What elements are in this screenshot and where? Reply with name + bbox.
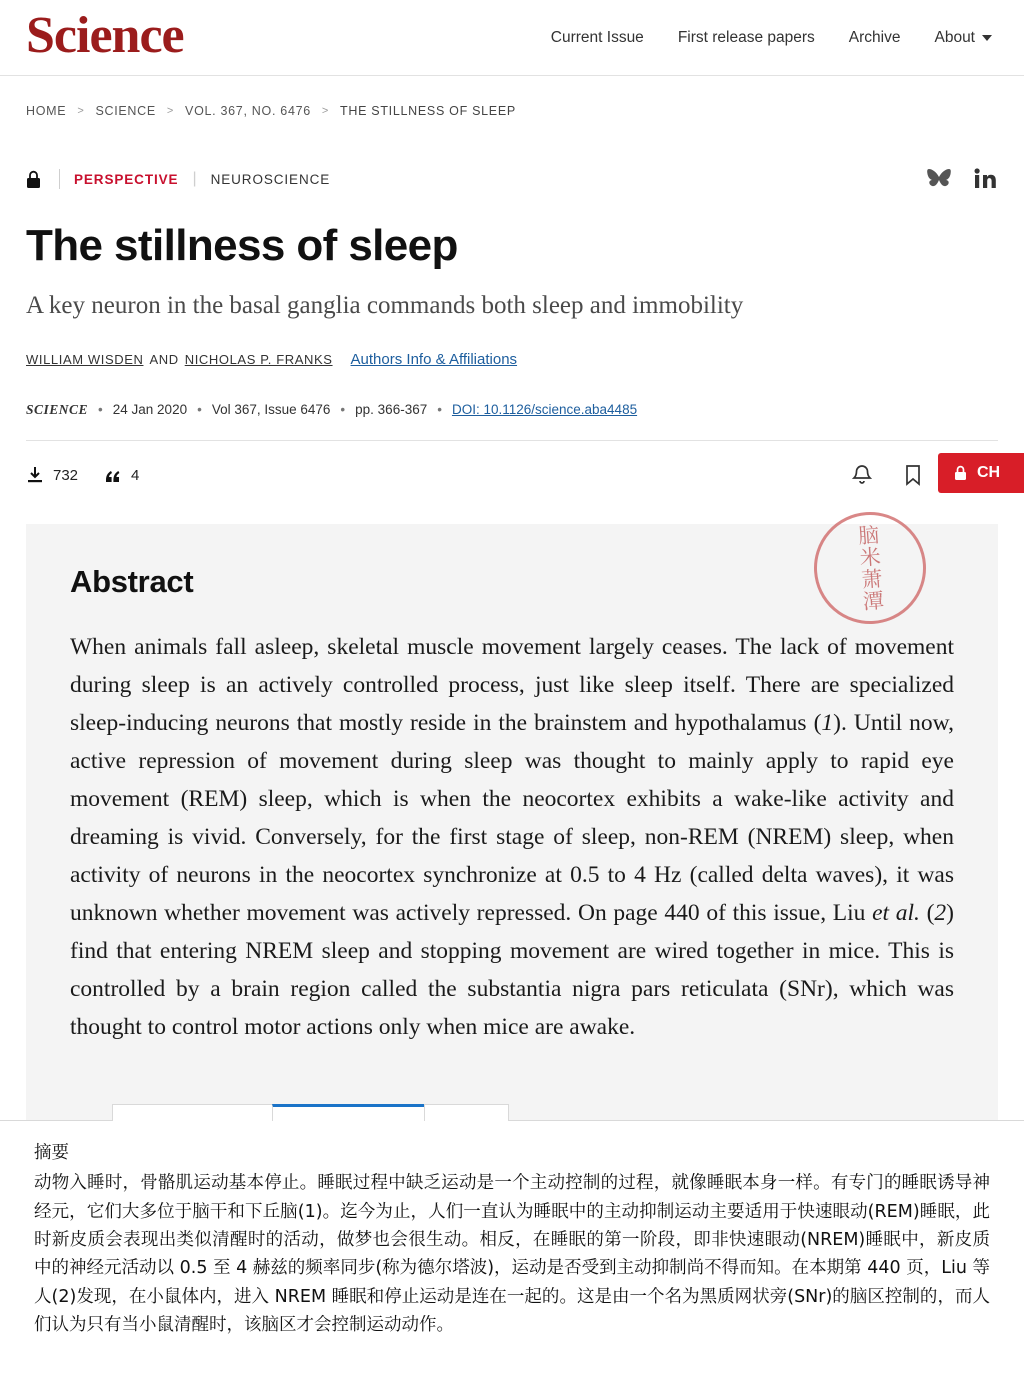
separator-dot: • — [340, 402, 346, 418]
nav-first-release-papers[interactable]: First release papers — [677, 28, 815, 46]
breadcrumb-item-science[interactable]: SCIENCE — [95, 104, 156, 118]
nav-about[interactable] — [934, 29, 992, 47]
lock-icon — [26, 170, 41, 189]
translation-tab-1[interactable] — [112, 1104, 272, 1121]
breadcrumb-separator: > — [77, 105, 85, 117]
butterfly-bluesky-icon[interactable] — [926, 168, 952, 190]
separator-dot: • — [98, 402, 103, 418]
seal-text: 脑米萧潭 — [854, 523, 886, 613]
author-2[interactable]: NICHOLAS P. FRANKS — [184, 351, 333, 367]
author-1[interactable]: WILLIAM WISDEN — [26, 351, 144, 367]
breadcrumb-separator: > — [166, 105, 175, 117]
main-navigation — [551, 29, 998, 47]
quote-icon — [104, 467, 122, 483]
share-icons — [926, 168, 998, 190]
citations-count: 4 — [131, 466, 140, 484]
download-icon — [26, 466, 44, 484]
separator-dot: • — [437, 402, 442, 418]
translation-body: 动物入睡时，骨骼肌运动基本停止。睡眠过程中缺乏运动是一个主动控制的过程，就像睡眠本身一样。有专门的睡眠诱导神经元，它们大多位于脑干和下丘脑(1)。迄今为止，人们一直认为睡眠中的主动抑制运动主要适用于快速眼动(REM)睡眠，此时新皮质会表现出类似清醒时的活动，做梦也会很生动。相反，在睡眠的第一阶段，即非快速眼动(NREM)睡眠中，新皮质中的神经元活动以 0.5 至 4 赫兹的频率同步(称为德尔塔波)，运动是否受到主动抑制尚不得而知。在本期第 440 页，Liu 等人(2)发现，在小鼠体内，进入 NREM 睡眠和停止运动是连在一起的。这是由一个名为黑质网状旁(SNr)的脑区控制的，而人们认为只有当小鼠清醒时，该脑区才会控制运动动作。 — [34, 1173, 990, 1336]
breadcrumb — [0, 76, 1024, 118]
site-header — [0, 0, 1024, 76]
translation-tabs — [112, 1104, 509, 1121]
article-label-row — [26, 166, 998, 192]
lock-white-icon — [954, 465, 967, 481]
nav-current-issue[interactable]: Current Issue — [550, 28, 644, 46]
breadcrumb-separator: > — [321, 105, 330, 117]
translation-heading: 摘要 — [34, 1143, 69, 1163]
volume-issue: Vol 367, Issue 6476 — [211, 402, 331, 418]
bell-icon[interactable] — [852, 464, 872, 486]
checkout-button-label: CH — [977, 463, 1001, 481]
separator-dot: • — [197, 402, 202, 418]
chevron-down-icon — [982, 35, 992, 41]
abstract-heading: Abstract — [70, 563, 194, 599]
checkout-button[interactable] — [938, 453, 1024, 493]
metrics-and-actions-row — [26, 440, 1001, 492]
translation-tab-3[interactable] — [424, 1104, 509, 1121]
article-subtitle: A key neuron in the basal ganglia commands both sleep and immobility — [26, 291, 744, 319]
breadcrumb-item-volume[interactable]: VOL. 367, NO. 6476 — [185, 104, 311, 118]
translation-panel — [0, 1120, 1024, 1395]
publication-info — [26, 402, 998, 418]
science-logo[interactable]: Science — [26, 6, 184, 64]
article-topic-label[interactable]: NEUROSCIENCE — [210, 171, 331, 187]
article-type-label[interactable]: PERSPECTIVE — [74, 171, 179, 187]
journal-name: SCIENCE — [26, 401, 89, 417]
doi-link[interactable]: DOI: 10.1126/science.aba4485 — [451, 402, 638, 418]
publication-date: 24 Jan 2020 — [112, 402, 188, 418]
nav-about-label: About — [934, 28, 975, 46]
downloads-count: 732 — [53, 466, 79, 484]
label-separator: | — [192, 170, 197, 187]
nav-archive[interactable]: Archive — [848, 28, 901, 46]
downloads-metric[interactable] — [26, 466, 78, 484]
page-range: pp. 366-367 — [355, 402, 428, 418]
divider — [59, 169, 60, 189]
translation-tab-2-active[interactable] — [272, 1104, 424, 1121]
citations-metric[interactable] — [104, 467, 139, 484]
breadcrumb-item-current: THE STILLNESS OF SLEEP — [340, 104, 516, 118]
abstract-section — [26, 524, 998, 1130]
authors-conjunction: AND — [149, 351, 179, 367]
abstract-paragraph: When animals fall asleep, skeletal muscle movement largely ceases. The lack of movement during sleep is an actively controlled process, just like sleep itself. There are specialized sleep-inducing neurons that mostly reside in the brainstem and hypothalamus (1). Until now, active repression of movement during sleep was thought to mainly apply to rapid eye movement (REM) sleep, which is when the neocortex exhibits a wake-like activity and dreaming is vivid. Conversely, for the first stage of sleep, non-REM (NREM) sleep, when activity of neurons in the neocortex synchronize at 0.5 to 4 Hz (called delta waves), it was unknown whether movement was actively repressed. On page 440 of this issue, Liu et al. (2) find that entering NREM sleep and stopping movement are wired together in mice. This is controlled by a brain region called the substantia nigra pars reticulata (SNr), which was thought to control motor actions only when mice are awake. — [70, 633, 954, 1041]
authors-info-affiliations-link[interactable]: Authors Info & Affiliations — [350, 350, 518, 368]
bookmark-icon[interactable] — [904, 464, 922, 486]
page-title: The stillness of sleep — [26, 221, 458, 270]
article-header — [0, 166, 1024, 492]
author-list — [26, 351, 998, 368]
linkedin-icon[interactable] — [974, 168, 998, 190]
breadcrumb-item-home[interactable]: HOME — [26, 104, 67, 118]
